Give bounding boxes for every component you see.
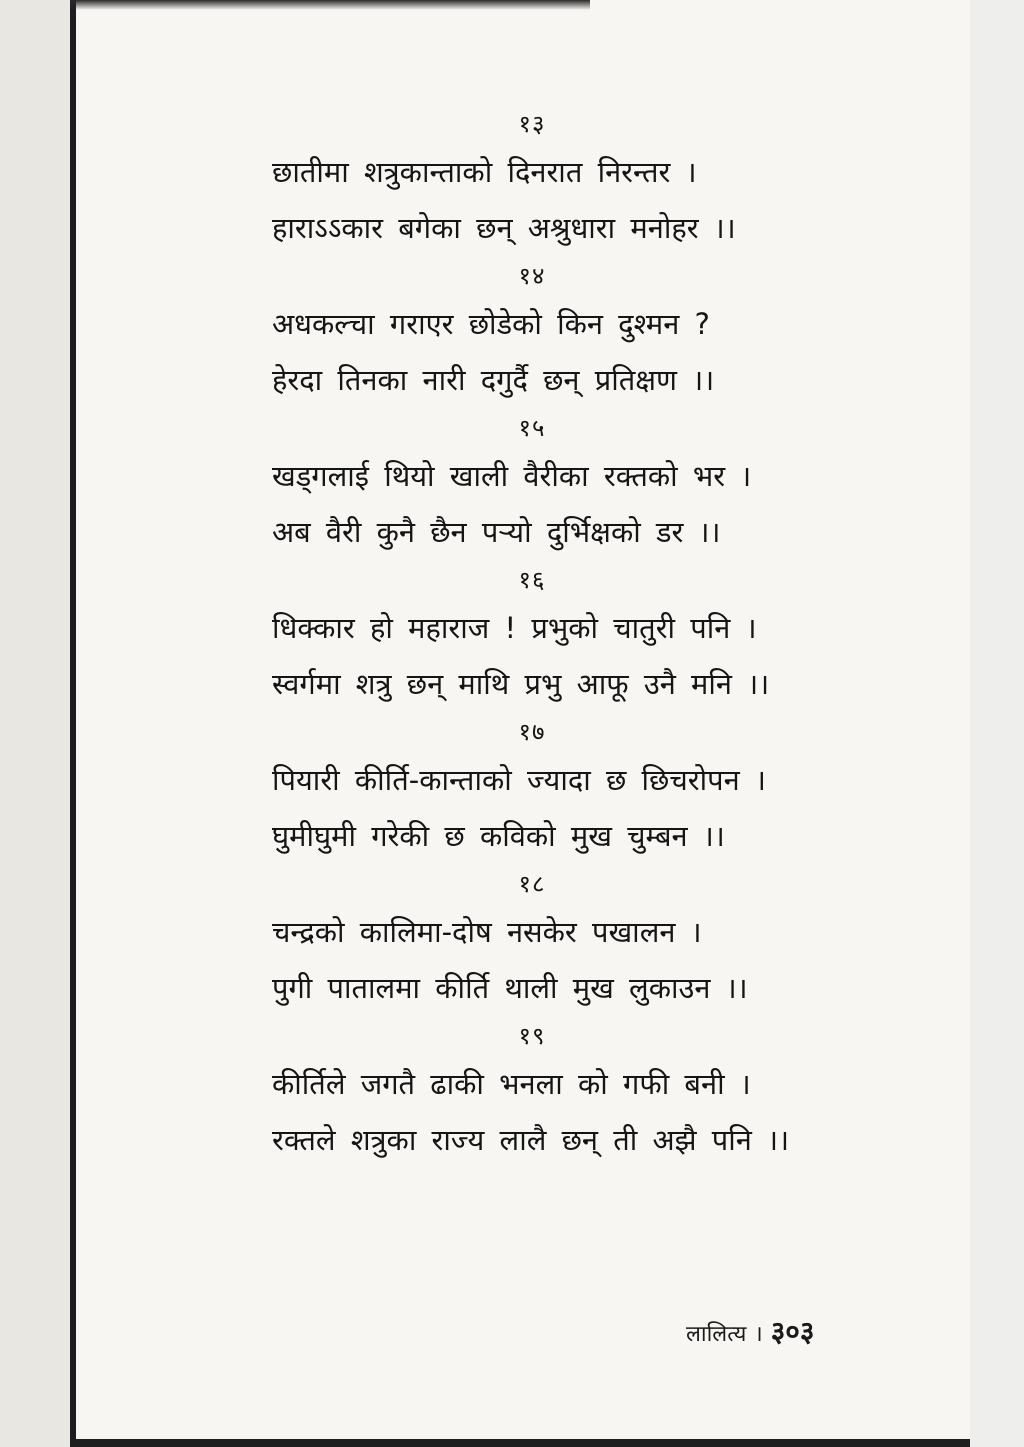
- verse-line: अधकल्चा गराएर छोडेको किन दुश्मन ?: [272, 307, 710, 341]
- verse-line: अब वैरी कुनै छैन पऱ्यो दुर्भिक्षको डर ।।: [272, 515, 721, 549]
- stanza-17: [272, 712, 832, 864]
- verse-line: हाराऽऽकार बगेका छन् अश्रुधारा मनोहर ।।: [272, 211, 736, 245]
- verse-line: घुमीघुमी गरेकी छ कविको मुख चुम्बन ।।: [272, 819, 725, 853]
- verse-line: रक्तले शत्रुका राज्य लालै छन् ती अझै पनि ।।: [272, 1123, 790, 1157]
- stanza-number: १४: [518, 262, 546, 290]
- stanza-number: १३: [518, 110, 546, 138]
- verse-line: स्वर्गमा शत्रु छन् माथि प्रभु आफू उनै मनि ।।: [272, 667, 770, 701]
- stanza-13: [272, 104, 832, 256]
- stanza-number: १५: [518, 414, 546, 442]
- page-footer: [686, 1312, 814, 1350]
- verse-line: धिक्कार हो महाराज ! प्रभुको चातुरी पनि ।: [272, 611, 757, 645]
- verse-line: खड्गलाई थियो खाली वैरीका रक्तको भर ।: [272, 459, 752, 493]
- verse-line: पुगी पातालमा कीर्ति थाली मुख लुकाउन ।।: [272, 971, 748, 1005]
- stanza-number: १९: [518, 1022, 546, 1050]
- page-top-shadow: [70, 0, 590, 10]
- stanza-number: १८: [518, 870, 546, 898]
- page-right-margin: [970, 0, 1024, 1447]
- stanza-19: [272, 1016, 832, 1168]
- stanza-number: १६: [518, 566, 546, 594]
- verse-line: हेरदा तिनका नारी दगुर्दै छन् प्रतिक्षण ।।: [272, 363, 715, 397]
- stanza-18: [272, 864, 832, 1016]
- poem-body: [272, 104, 832, 1168]
- verse-line: चन्द्रको कालिमा-दोष नसकेर पखालन ।: [272, 915, 702, 949]
- stanza-15: [272, 408, 832, 560]
- page-number: ३०३: [770, 1315, 815, 1348]
- verse-line: छातीमा शत्रुकान्ताको दिनरात निरन्तर ।: [272, 155, 697, 189]
- book-title: लालित्य: [686, 1322, 747, 1347]
- verse-line: पियारी कीर्ति-कान्ताको ज्यादा छ छिचरोपन ।: [272, 763, 766, 797]
- stanza-16: [272, 560, 832, 712]
- page-bottom-edge: [70, 1439, 970, 1447]
- stanza-14: [272, 256, 832, 408]
- stanza-number: १७: [518, 718, 546, 746]
- verse-line: कीर्तिले जगतै ढाकी भनला को गफी बनी ।: [272, 1067, 751, 1101]
- footer-separator: ।: [754, 1322, 763, 1347]
